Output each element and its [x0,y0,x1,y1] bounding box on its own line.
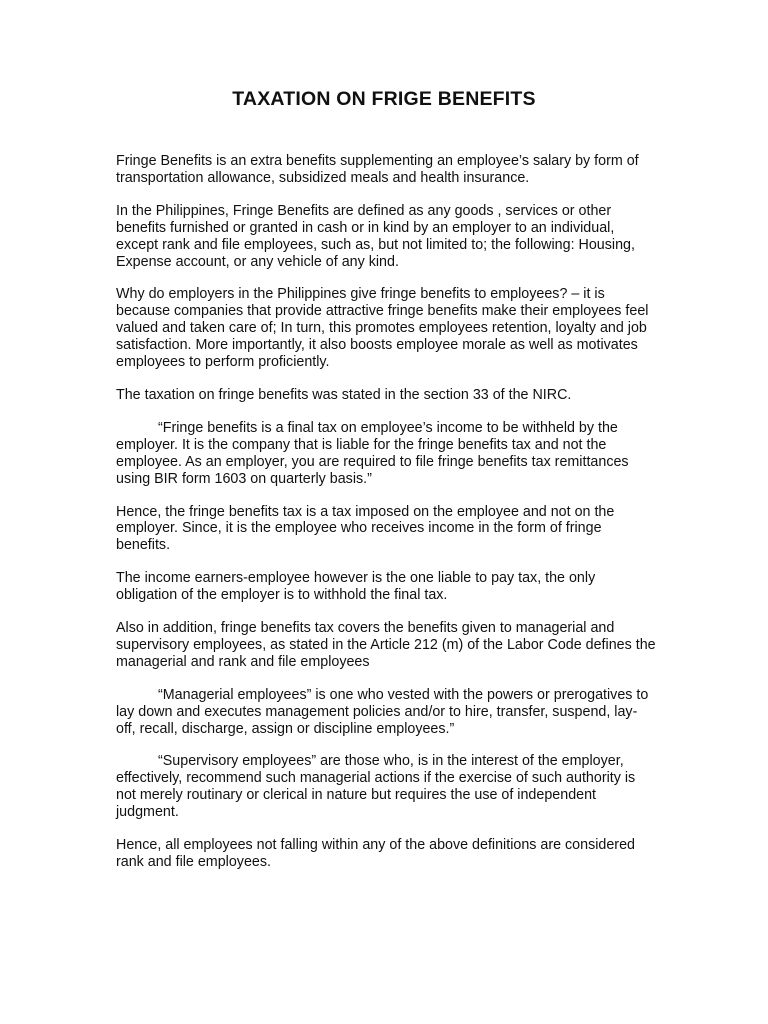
paragraph-income-earners-liable: The income earners-employee however is the one liable to pay tax, the only obligation of the employer is to withhold the final tax. [116,570,596,604]
paragraph-why-employers-give-benefits: Why do employers in the Philippines give fringe benefits to employees? – it is because companies that provide attractive fringe benefits make their employees feel valued and taken care of; In turn, this promotes employees retention, loyalty and job satisfaction. More importantly, it also boosts employee morale as well as motivates employees to perform proficiently. [116,286,649,371]
quote-managerial-employees: “Managerial employees” is one who vested with the powers or prerogatives to lay down and executes management policies and/or to hire, transfer, suspend, lay-off, recall, discharge, assign or discipline employees.” [116,686,649,737]
document-body [116,153,656,887]
paragraph-tax-imposed-on-employee: Hence, the fringe benefits tax is a tax imposed on the employee and not on the employer. Since, it is the employee who receives income in the form of fringe benefits. [116,503,615,554]
document-title: TAXATION ON FRIGE BENEFITS [232,88,536,110]
paragraph-nirc-section-33: The taxation on fringe benefits was stated in the section 33 of the NIRC. [116,386,572,403]
paragraph-rank-and-file-conclusion: Hence, all employees not falling within any of the above definitions are considered rank and file employees. [116,837,635,870]
paragraph-fringe-benefits-definition: Fringe Benefits is an extra benefits supplementing an employee’s salary by form of transportation allowance, subsidized meals and health insurance. [116,153,639,186]
paragraph-labor-code-article-212: Also in addition, fringe benefits tax covers the benefits given to managerial and supervisory employees, as stated in the Article 212 (m) of the Labor Code defines the managerial and rank and file employees [116,620,656,670]
quote-supervisory-employees: “Supervisory employees” are those who, is in the interest of the employer, effectively, recommend such managerial actions if the exercise of such authority is not merely routinary or clerical in nature but requires the use of independent judgment. [116,753,636,821]
paragraph-philippines-definition: In the Philippines, Fringe Benefits are defined as any goods , services or other benefits furnished or granted in cash or in kind by an employer to an individual, except rank and file employees, such as, but not limited to; the following: Housing, Expense account, or any vehicle of any kind. [116,202,635,270]
quote-final-tax: “Fringe benefits is a final tax on employee’s income to be withheld by the employer. It is the company that is liable for the fringe benefits tax and not the employee. As an employer, you are required to file fringe benefits tax remittances using BIR form 1603 on quarterly basis.” [116,419,629,487]
